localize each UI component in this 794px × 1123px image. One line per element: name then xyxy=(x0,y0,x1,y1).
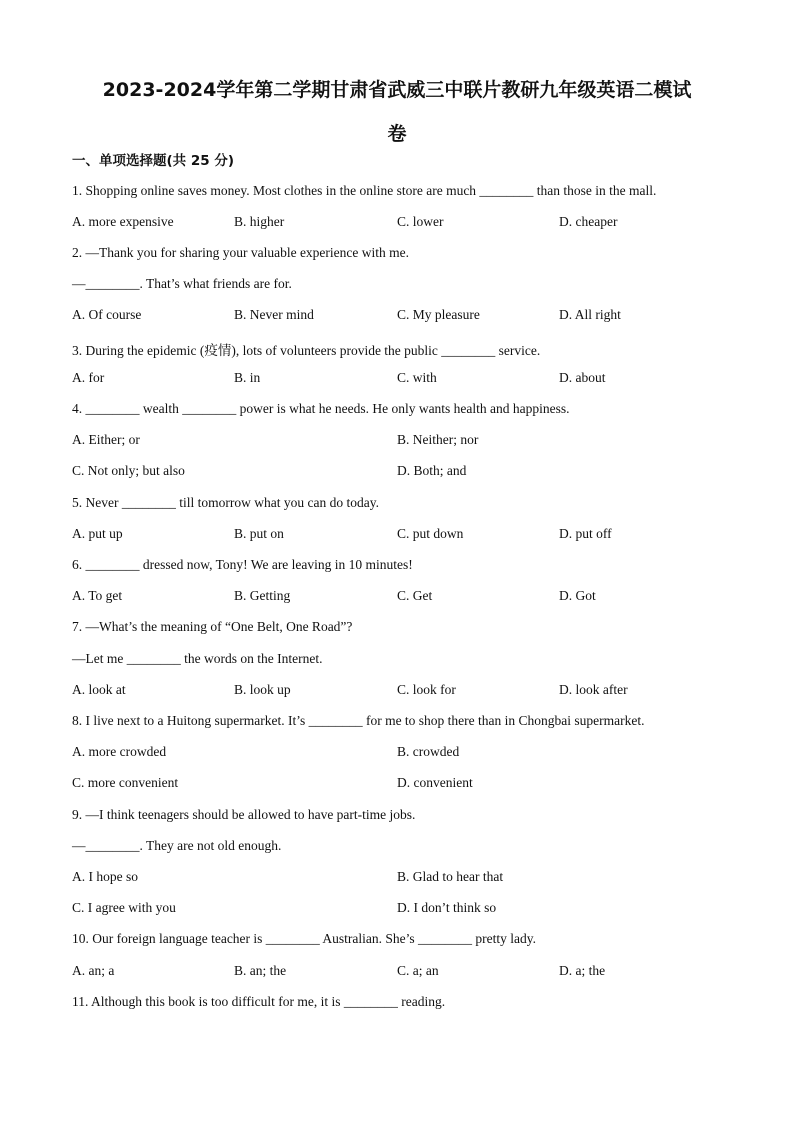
question-7-option-c[interactable]: C. look for xyxy=(397,682,456,697)
question-4-option-c[interactable]: C. Not only; but also xyxy=(72,463,185,478)
question-4-option-d[interactable]: D. Both; and xyxy=(397,463,467,478)
question-2-stem: 2. —Thank you for sharing your valuable experience with me. xyxy=(72,245,410,260)
question-6-option-a[interactable]: A. To get xyxy=(72,588,123,603)
question-3-stem: 3. During the epidemic (疫情), lots of volunteers provide the public ________ service. xyxy=(72,343,541,358)
question-9-response: —________. They are not old enough. xyxy=(72,838,282,853)
question-3-option-b[interactable]: B. in xyxy=(234,370,261,385)
question-6-option-c[interactable]: C. Get xyxy=(397,588,433,603)
question-8-option-a[interactable]: A. more crowded xyxy=(72,744,167,759)
question-10-stem: 10. Our foreign language teacher is ________ Australian. She’s ________ pretty lady. xyxy=(72,931,537,946)
question-1-option-c[interactable]: C. lower xyxy=(397,214,444,229)
question-7-option-d[interactable]: D. look after xyxy=(559,682,628,697)
question-7-option-a[interactable]: A. look at xyxy=(72,682,126,697)
question-8-option-d[interactable]: D. convenient xyxy=(397,775,473,790)
question-7-response: —Let me ________ the words on the Internet. xyxy=(72,651,323,666)
question-5-option-c[interactable]: C. put down xyxy=(397,526,464,541)
question-2-option-b[interactable]: B. Never mind xyxy=(234,307,314,322)
question-11-stem: 11. Although this book is too difficult for me, it is ________ reading. xyxy=(72,994,446,1009)
question-5-option-b[interactable]: B. put on xyxy=(234,526,284,541)
question-2-response: —________. That’s what friends are for. xyxy=(72,276,292,291)
question-1-option-b[interactable]: B. higher xyxy=(234,214,285,229)
question-9-option-d[interactable]: D. I don’t think so xyxy=(397,900,497,915)
section-heading: 一、单项选择题(共 25 分) xyxy=(72,153,235,169)
question-2-option-c[interactable]: C. My pleasure xyxy=(397,307,480,322)
question-9-stem: 9. —I think teenagers should be allowed to have part-time jobs. xyxy=(72,807,416,822)
question-4-option-b[interactable]: B. Neither; nor xyxy=(397,432,479,447)
question-7-stem: 7. —What’s the meaning of “One Belt, One Road”? xyxy=(72,619,353,634)
question-7-option-b[interactable]: B. look up xyxy=(234,682,291,697)
question-1-option-a[interactable]: A. more expensive xyxy=(72,214,174,229)
question-8-option-b[interactable]: B. crowded xyxy=(397,744,460,759)
question-10-option-c[interactable]: C. a; an xyxy=(397,963,439,978)
question-6-option-d[interactable]: D. Got xyxy=(559,588,596,603)
question-2-option-a[interactable]: A. Of course xyxy=(72,307,142,322)
question-10-option-d[interactable]: D. a; the xyxy=(559,963,606,978)
question-6-stem: 6. ________ dressed now, Tony! We are leaving in 10 minutes! xyxy=(72,557,413,572)
question-4-option-a[interactable]: A. Either; or xyxy=(72,432,140,447)
question-9-option-a[interactable]: A. I hope so xyxy=(72,869,138,884)
question-1-stem: 1. Shopping online saves money. Most clothes in the online store are much ________ than those in the mall. xyxy=(72,183,657,198)
question-9-option-c[interactable]: C. I agree with you xyxy=(72,900,176,915)
question-8-option-c[interactable]: C. more convenient xyxy=(72,775,179,790)
question-3-option-a[interactable]: A. for xyxy=(72,370,105,385)
question-2-option-d[interactable]: D. All right xyxy=(559,307,621,322)
question-6-option-b[interactable]: B. Getting xyxy=(234,588,291,603)
question-8-stem: 8. I live next to a Huitong supermarket. It’s ________ for me to shop there than in Chongbai supermarket. xyxy=(72,713,645,728)
question-5-stem: 5. Never ________ till tomorrow what you can do today. xyxy=(72,495,379,510)
document-title xyxy=(40,68,754,156)
question-9-option-b[interactable]: B. Glad to hear that xyxy=(397,869,504,884)
question-5-option-a[interactable]: A. put up xyxy=(72,526,123,541)
question-3-option-c[interactable]: C. with xyxy=(397,370,437,385)
question-10-option-a[interactable]: A. an; a xyxy=(72,963,115,978)
question-10-option-b[interactable]: B. an; the xyxy=(234,963,287,978)
question-3-option-d[interactable]: D. about xyxy=(559,370,606,385)
title-line-2: 卷 xyxy=(387,123,407,145)
question-5-option-d[interactable]: D. put off xyxy=(559,526,612,541)
question-1-option-d[interactable]: D. cheaper xyxy=(559,214,618,229)
question-4-stem: 4. ________ wealth ________ power is what he needs. He only wants health and happiness. xyxy=(72,401,570,416)
title-line-1: 2023-2024学年第二学期甘肃省武威三中联片教研九年级英语二模试 xyxy=(102,79,692,101)
